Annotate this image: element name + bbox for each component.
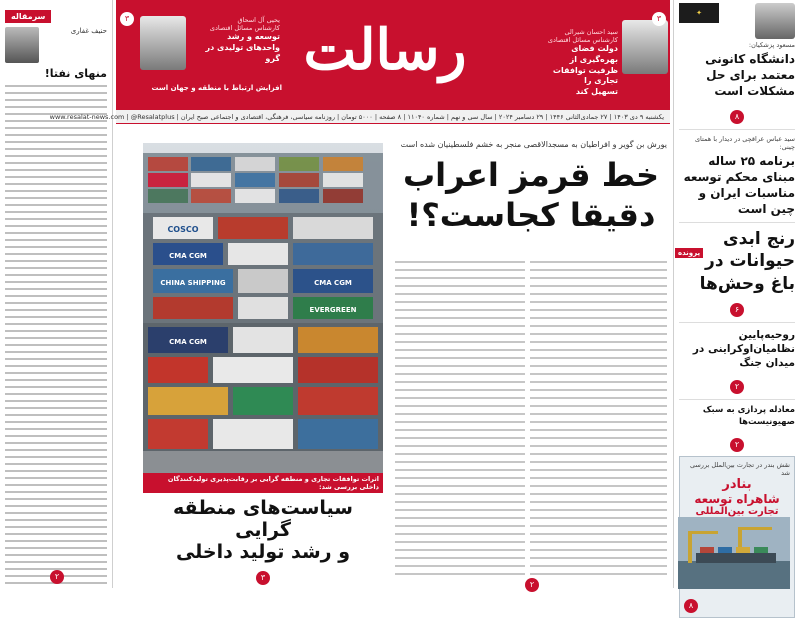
masthead-right-photo <box>622 20 668 74</box>
author-name: حنیف غفاری <box>70 27 107 35</box>
container-port-photo[interactable] <box>143 143 383 473</box>
container-label-cosco: COSCO <box>167 225 199 234</box>
author-avatar <box>5 27 39 63</box>
editorial-page-num: ۲ <box>50 570 64 584</box>
right-person-name: سید احسان شیرالی <box>564 28 618 36</box>
masthead-left-photo <box>140 16 196 70</box>
editorial-body <box>5 85 107 584</box>
left-story-line-3: افزایش ارتباط با منطقه و جهان است <box>151 84 282 92</box>
right-story-line-1: دولت فضای بهره‌گیری از <box>569 44 618 64</box>
container-label-cma-2: CMA CGM <box>314 279 352 287</box>
port-story[interactable] <box>679 456 795 618</box>
right-story-page: ۳ <box>652 12 666 26</box>
masthead-right-story[interactable] <box>540 28 618 98</box>
left-person-role: کارشناس مسائل اقتصادی <box>209 24 280 32</box>
main-story-headline <box>395 155 667 235</box>
photo-story-caption[interactable] <box>143 473 383 582</box>
container-label-cma-3: CMA CGM <box>169 338 207 346</box>
story3-title[interactable]: رنج ابدی حیوانات در باغ وحش‌ها <box>699 229 795 294</box>
story1-kicker: مسعود پزشکیان: <box>748 41 795 49</box>
port-title-1: بنادر <box>722 477 752 493</box>
port-title-2: شاهراه توسعه <box>694 492 780 507</box>
main-story-body-col-left <box>395 255 525 575</box>
yahya-photo <box>140 16 186 70</box>
main-headline-line-1: خط قرمز اعراب <box>402 156 660 194</box>
section-tag: سرمقاله <box>5 10 51 23</box>
main-story[interactable] <box>395 140 667 235</box>
story4-page: ۲ <box>730 380 744 394</box>
photo-story-page: ۳ <box>256 571 270 585</box>
story2-kicker: سید عباس عراقچی در دیدار با همتای چینی: <box>694 134 795 151</box>
container-label-china-shipping: CHINA SHIPPING <box>160 279 226 287</box>
left-story-line-1: توسعه و رشد <box>227 32 280 41</box>
editorial-title[interactable]: منهای نفتا! <box>44 67 107 80</box>
left-person-name: یحیی آل اسحاق <box>237 16 280 24</box>
masthead-logo[interactable]: رسالت <box>303 17 467 83</box>
story5-page: ۲ <box>730 438 744 452</box>
main-headline-line-2: دقیقا کجاست؟! <box>406 196 656 234</box>
container-label-evergreen: EVERGREEN <box>309 306 357 314</box>
story3-badge: پرونده <box>675 248 703 258</box>
story1-page: ۸ <box>730 110 744 124</box>
story5-title[interactable]: معادله پردازی به سبک صهیونیست‌ها <box>702 405 795 427</box>
port-photo <box>678 517 790 589</box>
masthead-left-story[interactable] <box>200 16 280 64</box>
photo-story-headline-1: سیاست‌های منطقه گرایی <box>173 497 353 541</box>
right-story-line-3: تسهیل کند <box>575 87 618 97</box>
port-page: ۸ <box>684 599 698 613</box>
story2-title[interactable]: برنامه ۲۵ ساله مبنای محکم توسعه مناسبات ایران و چین است <box>683 153 795 217</box>
main-story-body-col-right <box>530 255 667 575</box>
logo-badge-icon: ✦ <box>679 3 719 23</box>
dateline: یکشنبه ۹ دی ۱۴۰۳ | ۲۷ جمادی‌الثانی ۱۴۴۶ | ۲۹ دسامبر ۲۰۲۴ | سال سی و نهم | شماره ۱۱۰۴۰ | ۸ صفحه | ۵۰۰۰ تومان | روزنامه سیاسی، فرهنگی، اقتصادی و اجتماعی صبح ایران | www.resalat-news.com | @Resalatplus <box>116 110 670 124</box>
editorial-column <box>0 0 113 588</box>
right-person-role: کارشناس مسائل اقتصادی <box>547 36 618 44</box>
containers-illustration <box>143 143 383 473</box>
main-story-kicker: یورش بن گویر و افراطیان به مسجدالاقصی منجر به خشم فلسطینیان شده است <box>400 140 667 149</box>
photo-story-kicker: اثرات توافقات تجاری و منطقه گرایی بر رقابت‌پذیری تولیدکنندگان داخلی بررسی شد: <box>143 473 383 493</box>
pezeshkian-photo <box>755 3 795 39</box>
main-story-page: ۲ <box>525 578 539 592</box>
photo-story-headline-2: و رشد تولید داخلی <box>175 541 351 563</box>
story4-title[interactable]: روحیه‌پایین نظامیان‌اوکراینی در میدان جنگ <box>692 328 795 369</box>
shirali-photo <box>622 20 668 74</box>
container-label-cma-1: CMA CGM <box>169 252 207 260</box>
port-kicker: نقش بندر در تجارت بین‌الملل بررسی شد <box>689 461 790 478</box>
port-title-3: تجارت بین‌المللی <box>695 506 779 518</box>
story3-page: ۶ <box>730 303 744 317</box>
left-story-line-2: واحدهای تولیدی در گرو <box>205 42 280 63</box>
left-story-page: ۳ <box>120 12 134 26</box>
right-column <box>673 0 800 611</box>
story1-title[interactable]: دانشگاه کانونی معتمد برای حل مشکلات است <box>705 52 795 99</box>
right-story-line-2: ظرفیت توافقات تجاری را <box>552 65 618 86</box>
